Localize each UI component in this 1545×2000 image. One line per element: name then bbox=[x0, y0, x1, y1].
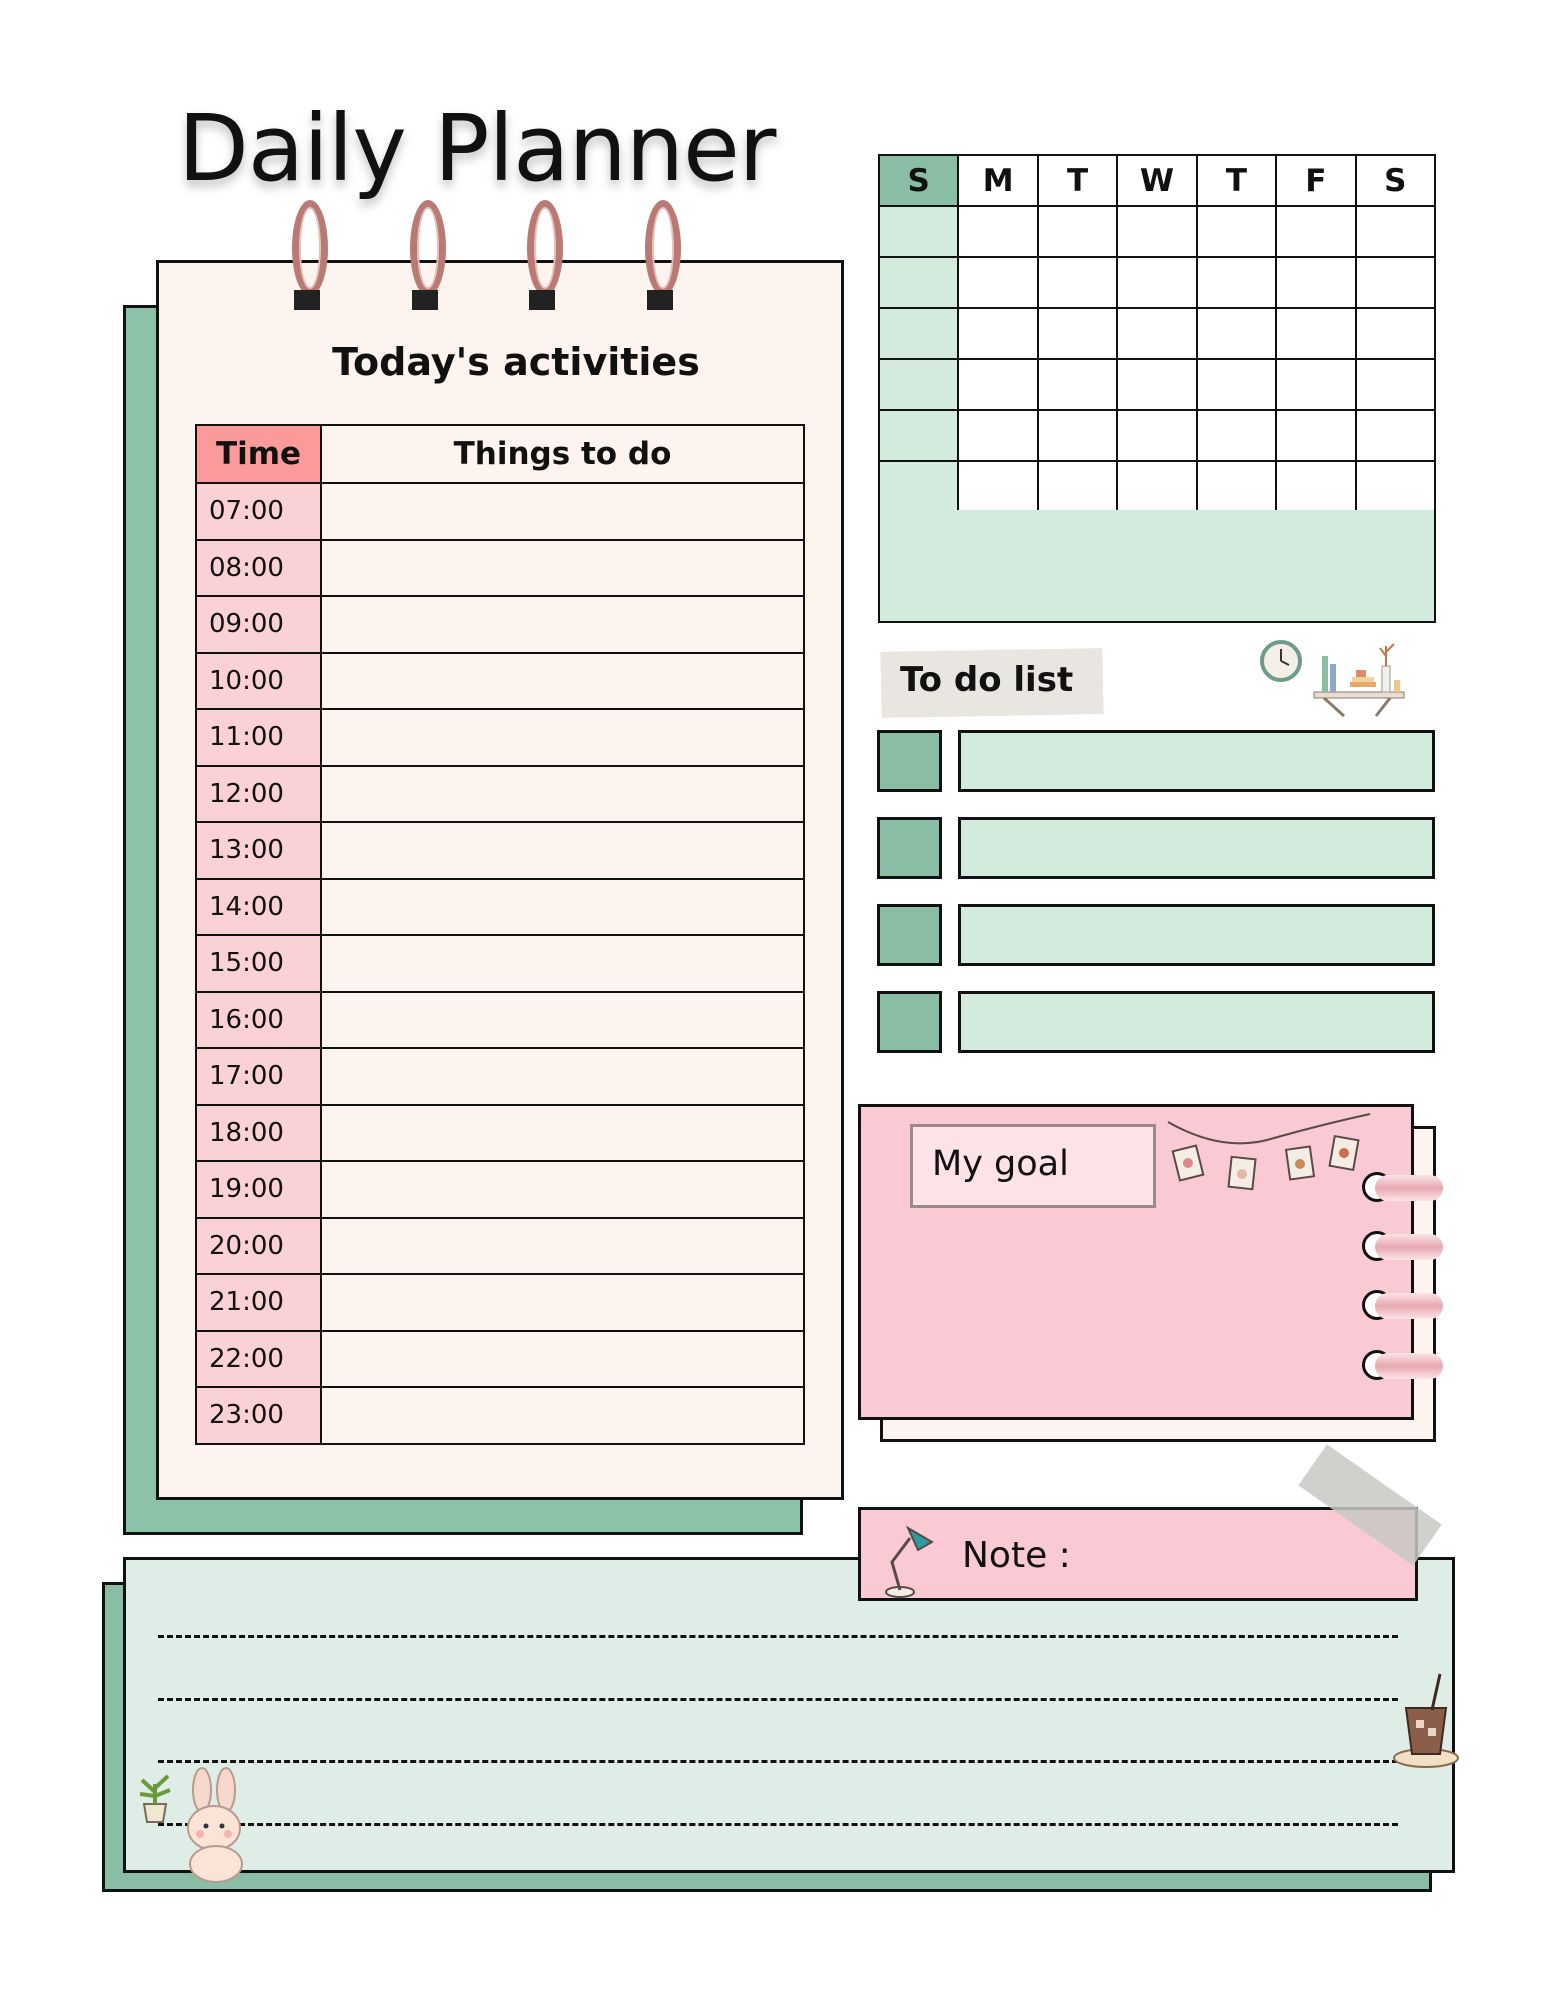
activity-input-cell[interactable] bbox=[321, 1387, 804, 1444]
iced-coffee-icon bbox=[1390, 1670, 1462, 1770]
weekday-header: T bbox=[1038, 155, 1117, 206]
calendar-day-cell[interactable] bbox=[1197, 461, 1276, 512]
todo-input-line[interactable] bbox=[958, 730, 1435, 792]
calendar-day-cell[interactable] bbox=[879, 359, 958, 410]
schedule-row bbox=[196, 1161, 804, 1218]
time-cell: 23:00 bbox=[196, 1387, 321, 1444]
desk-lamp-icon bbox=[874, 1520, 936, 1600]
potted-plant-icon bbox=[132, 1768, 178, 1824]
time-cell: 07:00 bbox=[196, 483, 321, 540]
calendar-day-cell[interactable] bbox=[1038, 410, 1117, 461]
activity-input-cell[interactable] bbox=[321, 822, 804, 879]
todo-input-line[interactable] bbox=[958, 817, 1435, 879]
page-title: Daily Planner bbox=[178, 95, 776, 202]
calendar-day-cell[interactable] bbox=[879, 257, 958, 308]
calendar-week-row bbox=[879, 257, 1435, 308]
calendar-day-cell[interactable] bbox=[958, 359, 1037, 410]
calendar-day-cell[interactable] bbox=[1038, 257, 1117, 308]
calendar-day-cell[interactable] bbox=[1356, 257, 1435, 308]
spiral-coil-icon bbox=[1375, 1293, 1443, 1319]
weekday-header: M bbox=[958, 155, 1037, 206]
ring-clip bbox=[294, 290, 320, 310]
time-column-header: Time bbox=[196, 425, 321, 483]
time-cell: 15:00 bbox=[196, 935, 321, 992]
todo-input-line[interactable] bbox=[958, 991, 1435, 1053]
binder-ring-icon bbox=[410, 200, 446, 296]
time-cell: 20:00 bbox=[196, 1218, 321, 1275]
calendar-day-cell[interactable] bbox=[958, 308, 1037, 359]
calendar-day-cell[interactable] bbox=[958, 257, 1037, 308]
schedule-row bbox=[196, 1105, 804, 1162]
calendar-day-cell[interactable] bbox=[1356, 308, 1435, 359]
calendar-day-cell[interactable] bbox=[1197, 257, 1276, 308]
schedule-row bbox=[196, 1274, 804, 1331]
calendar-day-cell[interactable] bbox=[1356, 410, 1435, 461]
time-cell: 09:00 bbox=[196, 596, 321, 653]
time-cell: 13:00 bbox=[196, 822, 321, 879]
activity-input-cell[interactable] bbox=[321, 483, 804, 540]
weekday-header: F bbox=[1276, 155, 1355, 206]
schedule-row bbox=[196, 483, 804, 540]
calendar-day-cell[interactable] bbox=[879, 461, 958, 512]
note-line bbox=[158, 1823, 1398, 1826]
calendar-day-cell[interactable] bbox=[1276, 359, 1355, 410]
time-cell: 16:00 bbox=[196, 992, 321, 1049]
schedule-row bbox=[196, 822, 804, 879]
activity-input-cell[interactable] bbox=[321, 540, 804, 597]
schedule-row bbox=[196, 709, 804, 766]
time-cell: 11:00 bbox=[196, 709, 321, 766]
calendar-day-cell[interactable] bbox=[1197, 308, 1276, 359]
calendar-day-cell[interactable] bbox=[958, 410, 1037, 461]
binder-ring-icon bbox=[292, 200, 328, 296]
todo-list-title: To do list bbox=[900, 660, 1074, 700]
schedule-row bbox=[196, 540, 804, 597]
wall-clock-icon bbox=[1258, 638, 1304, 684]
activity-input-cell[interactable] bbox=[321, 1105, 804, 1162]
activity-input-cell[interactable] bbox=[321, 1048, 804, 1105]
weekday-header: W bbox=[1117, 155, 1196, 206]
schedule-row bbox=[196, 1387, 804, 1444]
goal-label: My goal bbox=[932, 1144, 1069, 1184]
schedule-row bbox=[196, 766, 804, 823]
activity-input-cell[interactable] bbox=[321, 992, 804, 1049]
spiral-coil-icon bbox=[1375, 1234, 1443, 1260]
calendar-day-cell[interactable] bbox=[1038, 308, 1117, 359]
ring-clip bbox=[412, 290, 438, 310]
time-cell: 19:00 bbox=[196, 1161, 321, 1218]
time-cell: 08:00 bbox=[196, 540, 321, 597]
todo-checkbox[interactable] bbox=[877, 991, 942, 1053]
calendar-day-cell[interactable] bbox=[1117, 461, 1196, 512]
weekday-header: T bbox=[1197, 155, 1276, 206]
todo-checkbox[interactable] bbox=[877, 817, 942, 879]
photo-string-icon bbox=[1164, 1108, 1374, 1204]
calendar-week-row bbox=[879, 359, 1435, 410]
note-label: Note : bbox=[962, 1535, 1071, 1576]
calendar-day-cell[interactable] bbox=[1117, 359, 1196, 410]
calendar-day-cell[interactable] bbox=[1197, 359, 1276, 410]
time-cell: 14:00 bbox=[196, 879, 321, 936]
calendar-day-cell[interactable] bbox=[1117, 206, 1196, 257]
calendar-week-row bbox=[879, 308, 1435, 359]
calendar-day-cell[interactable] bbox=[1276, 461, 1355, 512]
schedule-row bbox=[196, 596, 804, 653]
ring-clip bbox=[529, 290, 555, 310]
time-cell: 21:00 bbox=[196, 1274, 321, 1331]
calendar-day-cell[interactable] bbox=[1038, 206, 1117, 257]
calendar-day-cell[interactable] bbox=[1276, 257, 1355, 308]
calendar-week-row bbox=[879, 206, 1435, 257]
binder-ring-icon bbox=[527, 200, 563, 296]
things-to-do-column-header: Things to do bbox=[321, 425, 804, 483]
activity-input-cell[interactable] bbox=[321, 1274, 804, 1331]
calendar-day-cell[interactable] bbox=[1197, 206, 1276, 257]
todo-input-line[interactable] bbox=[958, 904, 1435, 966]
calendar-day-cell[interactable] bbox=[958, 206, 1037, 257]
calendar-day-cell[interactable] bbox=[1276, 308, 1355, 359]
time-cell: 18:00 bbox=[196, 1105, 321, 1162]
calendar-day-cell[interactable] bbox=[1356, 359, 1435, 410]
todo-checkbox[interactable] bbox=[877, 904, 942, 966]
activity-input-cell[interactable] bbox=[321, 1161, 804, 1218]
note-line bbox=[158, 1635, 1398, 1638]
week-calendar bbox=[878, 154, 1436, 513]
bookshelf-icon bbox=[1310, 636, 1410, 721]
todo-checkbox[interactable] bbox=[877, 730, 942, 792]
weekday-header: S bbox=[879, 155, 958, 206]
calendar-day-cell[interactable] bbox=[1038, 461, 1117, 512]
schedule-table bbox=[195, 424, 805, 1445]
calendar-day-cell[interactable] bbox=[879, 206, 958, 257]
activity-input-cell[interactable] bbox=[321, 709, 804, 766]
time-cell: 17:00 bbox=[196, 1048, 321, 1105]
calendar-day-cell[interactable] bbox=[958, 461, 1037, 512]
activity-input-cell[interactable] bbox=[321, 653, 804, 710]
activity-input-cell[interactable] bbox=[321, 596, 804, 653]
activity-input-cell[interactable] bbox=[321, 879, 804, 936]
schedule-row bbox=[196, 935, 804, 992]
spiral-coil-icon bbox=[1375, 1175, 1443, 1201]
spiral-coil-icon bbox=[1375, 1353, 1443, 1379]
schedule-row bbox=[196, 992, 804, 1049]
weekday-header: S bbox=[1356, 155, 1435, 206]
note-line bbox=[158, 1698, 1398, 1701]
calendar-day-cell[interactable] bbox=[879, 308, 958, 359]
calendar-week-row bbox=[879, 410, 1435, 461]
calendar-day-cell[interactable] bbox=[1117, 308, 1196, 359]
note-tab bbox=[858, 1507, 1418, 1601]
activity-input-cell[interactable] bbox=[321, 766, 804, 823]
calendar-day-cell[interactable] bbox=[879, 410, 958, 461]
bunny-icon bbox=[178, 1766, 256, 1886]
time-cell: 10:00 bbox=[196, 653, 321, 710]
calendar-day-cell[interactable] bbox=[1356, 461, 1435, 512]
schedule-row bbox=[196, 653, 804, 710]
activity-input-cell[interactable] bbox=[321, 1331, 804, 1388]
schedule-row bbox=[196, 879, 804, 936]
note-line bbox=[158, 1760, 1398, 1763]
binder-ring-icon bbox=[645, 200, 681, 296]
calendar-week-row bbox=[879, 461, 1435, 512]
schedule-row bbox=[196, 1218, 804, 1275]
calendar-day-cell[interactable] bbox=[1276, 206, 1355, 257]
activity-input-cell[interactable] bbox=[321, 935, 804, 992]
schedule-row bbox=[196, 1331, 804, 1388]
time-cell: 22:00 bbox=[196, 1331, 321, 1388]
calendar-day-cell[interactable] bbox=[1117, 410, 1196, 461]
activities-title: Today's activities bbox=[332, 340, 700, 384]
activity-input-cell[interactable] bbox=[321, 1218, 804, 1275]
calendar-day-cell[interactable] bbox=[1197, 410, 1276, 461]
calendar-notes-area[interactable] bbox=[878, 510, 1436, 623]
calendar-day-cell[interactable] bbox=[1038, 359, 1117, 410]
ring-clip bbox=[647, 290, 673, 310]
calendar-day-cell[interactable] bbox=[1356, 206, 1435, 257]
time-cell: 12:00 bbox=[196, 766, 321, 823]
calendar-day-cell[interactable] bbox=[1276, 410, 1355, 461]
calendar-day-cell[interactable] bbox=[1117, 257, 1196, 308]
schedule-row bbox=[196, 1048, 804, 1105]
